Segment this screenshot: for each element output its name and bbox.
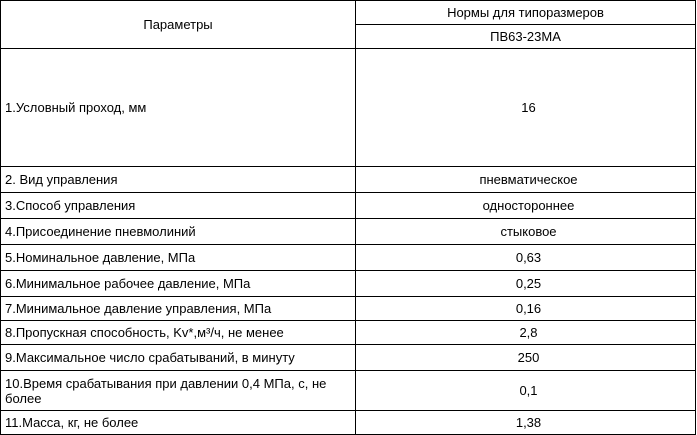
header-parameters: Параметры [143,17,213,32]
header-model: ПВ63-23МА [490,29,561,44]
row-param: 3.Способ управления [5,198,136,213]
row-param: 6.Минимальное рабочее давление, МПа [5,276,251,291]
row-value: 0,16 [515,301,542,316]
row-param: 1.Условный проход, мм [5,100,147,115]
row-param: 8.Пропускная способность, Kv*,м³/ч, не менее [5,325,284,340]
table-border-left [0,0,1,435]
header-norms: Нормы для типоразмеров [447,5,604,20]
row-value: одностороннее [482,198,575,213]
row-value: 16 [521,100,536,115]
column-divider [355,0,356,435]
row-param: 2. Вид управления [5,172,118,187]
row-value: 0,25 [515,276,542,291]
row-param: 4.Присоединение пневмолиний [5,224,196,239]
row-param: 5.Номинальное давление, МПа [5,250,196,265]
row-value: 0,63 [515,250,542,265]
row-value: стыковое [500,224,557,239]
row-value: 1,38 [515,415,542,430]
row-param: 9.Максимальное число срабатываний, в минуту [5,350,295,365]
row-param: 10.Время срабатывания при давлении 0,4 МПа, с, не более [5,375,327,406]
row-param: 7.Минимальное давление управления, МПа [5,301,272,316]
row-value: 250 [517,350,540,365]
row-value: 2,8 [519,325,538,340]
row-value: пневматическое [479,172,578,187]
row-param: 11.Масса, кг, не более [5,415,139,430]
row-value: 0,1 [519,383,538,398]
